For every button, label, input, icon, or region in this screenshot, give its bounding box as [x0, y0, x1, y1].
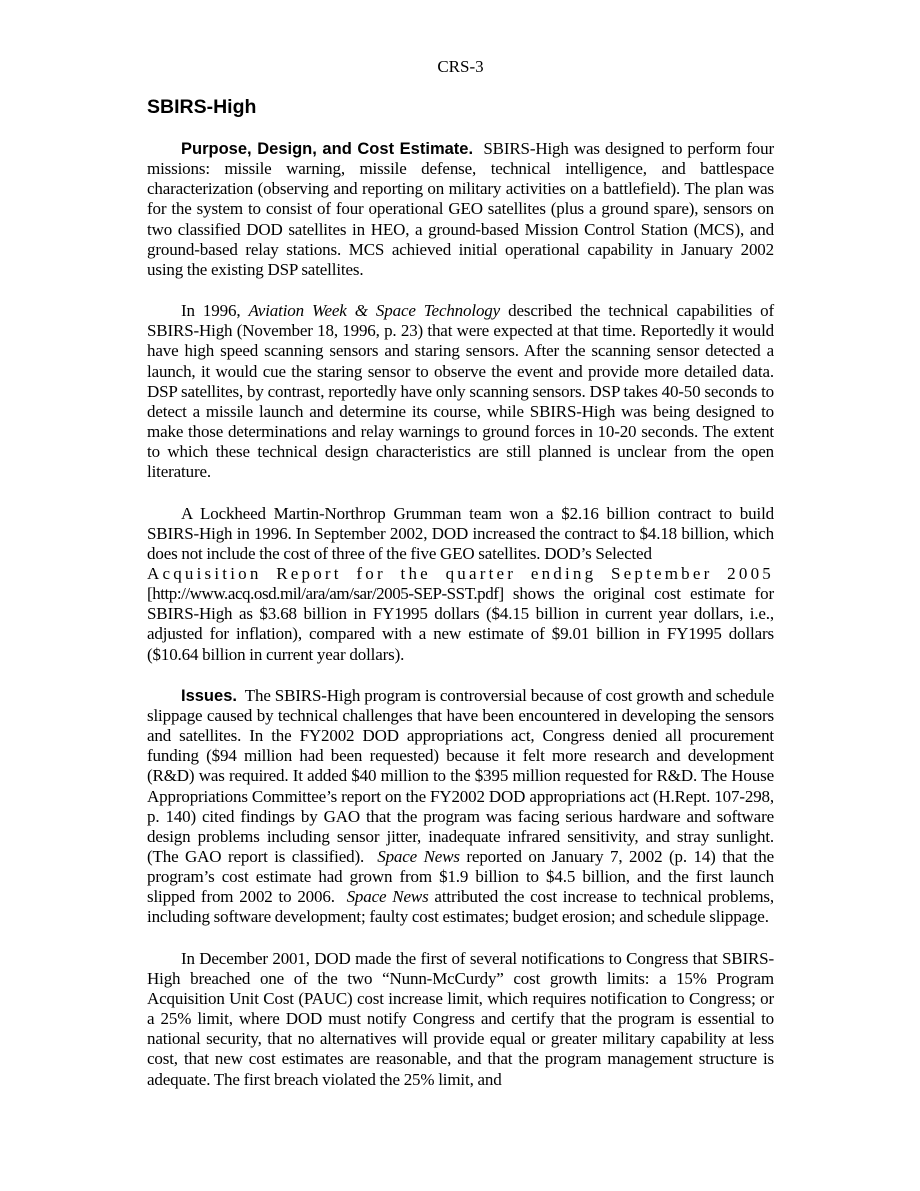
paragraph-purpose-design-cost: [147, 139, 774, 280]
body-text: [147, 139, 774, 1111]
paragraph-text: In 1996,: [181, 301, 241, 321]
paragraph-nunn-mccurdy: [147, 949, 774, 1090]
paragraph-aviation-week: [147, 301, 774, 482]
paragraph-text: described the technical capabilities of SBIRS-High (November 18, 1996, p. 23) that were expected at that time. Reportedly it would have high speed scanning sensors and staring sensors. After the scanning sensor detected a launch, it would cue the staring sensor to observe the event and provide more detailed data. DSP satellites, by contrast, reportedly have only scanning sensors. DSP takes 40-50 seconds to detect a missile launch and determine its course, while SBIRS-High was being designed to make those determinations and relay warnings to ground forces in 10-20 seconds. The extent to which these technical design characteristics are still planned is unclear from the open literature.: [147, 301, 774, 482]
paragraph-spread-line: Acquisition Report for the quarter ending September 2005: [147, 563, 774, 583]
section-heading: SBIRS-High: [147, 96, 257, 118]
paragraph-text: reported on January 7, 2002 (p. 14) that the program’s cost estimate had grown from $1.9 billion to $4.5 billion, and the first launch slipped from 2002 to 2006.: [147, 847, 774, 907]
paragraph-text: SBIRS-High was designed to perform four missions: missile warning, missile defense, technical intelligence, and battlespace characterization (observing and reporting on military activities on a battlefield). The plan was for the system to consist of four operational GEO satellites (plus a ground spare), sensors on two classified DOD satellites in HEO, a ground-based Mission Control Station (MCS), and ground-based relay stations. MCS achieved initial operational capability in January 2002 using the existing DSP satellites.: [147, 139, 774, 279]
run-in-heading-issues: Issues.: [181, 686, 237, 705]
paragraph-text: shows the original cost estimate for SBIRS-High as $3.68 billion in FY1995 dollars ($4.15 billion in current year dollars, i.e., adjusted for inflation), compared with a new estimate of $9.01 billion in FY1995 dollars ($10.64 billion in current year dollars).: [147, 584, 774, 664]
paragraph-issues: [147, 686, 774, 928]
sar-url: [http://www.acq.osd.mil/ara/am/sar/2005-SEP-SST.pdf]: [147, 584, 504, 604]
publication-title: Space News: [377, 847, 460, 866]
publication-title: Aviation Week & Space Technology: [248, 301, 501, 321]
publication-title: Space News: [346, 887, 429, 907]
paragraph-text: attributed the cost increase to technical problems, including software development; faulty cost estimates; budget erosion; and schedule slippage.: [147, 887, 774, 927]
paragraph-text: A Lockheed Martin-Northrop Grumman team won a $2.16 billion contract to build SBIRS-High in 1996. In September 2002, DOD increased the contract to $4.18 billion, which does not include the cost of three of the five GEO satellites. DOD’s Selected: [147, 503, 774, 563]
paragraph-contract-cost: [147, 504, 774, 665]
page-number: CRS-3: [437, 57, 484, 76]
paragraph-text: The SBIRS-High program is controversial because of cost growth and schedule slippage caused by technical challenges that have been encountered in developing the sensors and satellites. In the FY2002 DOD appropriations act, Congress denied all procurement funding ($94 million had been requested) because it felt more research and development (R&D) was required. It added $40 million to the $395 million requested for R&D. The House Appropriations Committee’s report on the FY2002 DOD appropriations act (H.Rept. 107-298, p. 140) cited findings by GAO that the program was facing serious hardware and software design problems including sensor jitter, inadequate infrared sensitivity, and stray sunlight. (The GAO report is classified).: [147, 685, 775, 866]
paragraph-text: In December 2001, DOD made the first of several notifications to Congress that SBIRS-High breached one of the two “Nunn-McCurdy” cost growth limits: a 15% Program Acquisition Unit Cost (PAUC) cost increase limit, which requires notification to Congress; or a 25% limit, where DOD must notify Congress and certify that the program is essential to national security, that no alternatives will provide equal or greater military capability at less cost, that new cost estimates are reasonable, and that the program management structure is adequate. The first breach violated the 25% limit, and: [147, 948, 774, 1089]
run-in-heading-purpose: Purpose, Design, and Cost Estimate.: [181, 140, 474, 158]
